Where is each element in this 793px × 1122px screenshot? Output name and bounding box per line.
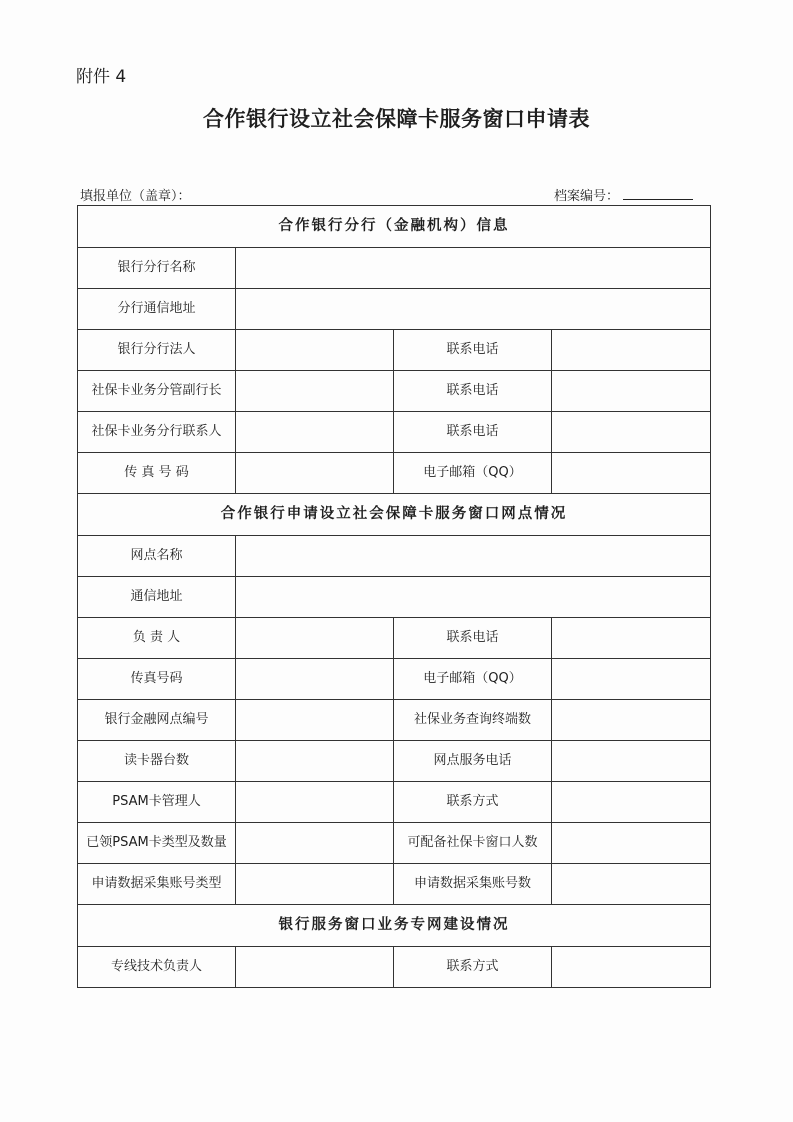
- tech-lead-label: 专线技术负责人: [78, 947, 236, 988]
- branch-name-field[interactable]: [236, 248, 711, 289]
- branch-contact-label: 社保卡业务分行联系人: [78, 412, 236, 453]
- account-count-field[interactable]: [552, 864, 711, 905]
- file-number-label: 档案编号：: [554, 189, 620, 204]
- outlet-phone-field[interactable]: [552, 618, 711, 659]
- branch-contact-phone-field[interactable]: [552, 412, 711, 453]
- outlet-phone-label: 联系电话: [394, 618, 552, 659]
- fax-label: 传 真 号 码: [78, 453, 236, 494]
- window-staff-field[interactable]: [552, 823, 711, 864]
- query-terminals-field[interactable]: [552, 700, 711, 741]
- window-staff-label: 可配备社保卡窗口人数: [394, 823, 552, 864]
- psam-contact-label: 联系方式: [394, 782, 552, 823]
- outlet-service-phone-field[interactable]: [552, 741, 711, 782]
- outlet-email-field[interactable]: [552, 659, 711, 700]
- application-form-table: [77, 205, 711, 988]
- card-readers-field[interactable]: [236, 741, 394, 782]
- account-type-field[interactable]: [236, 864, 394, 905]
- section-outlet-info-title: 合作银行申请设立社会保障卡服务窗口网点情况: [78, 494, 711, 536]
- branch-address-label: 分行通信地址: [78, 289, 236, 330]
- fax-field[interactable]: [236, 453, 394, 494]
- section-bank-info-title: 合作银行分行（金融机构）信息: [78, 206, 711, 248]
- filling-unit-label: 填报单位（盖章）：: [80, 189, 191, 204]
- branch-contact-phone-label: 联系电话: [394, 412, 552, 453]
- outlet-email-label: 电子邮箱（QQ）: [394, 659, 552, 700]
- outlet-service-phone-label: 网点服务电话: [394, 741, 552, 782]
- branch-address-field[interactable]: [236, 289, 711, 330]
- outlet-name-label: 网点名称: [78, 536, 236, 577]
- outlet-code-field[interactable]: [236, 700, 394, 741]
- form-title: 合作银行设立社会保障卡服务窗口申请表: [203, 106, 590, 131]
- psam-types-label: 已领PSAM卡类型及数量: [78, 823, 236, 864]
- tech-contact-field[interactable]: [552, 947, 711, 988]
- tech-contact-label: 联系方式: [394, 947, 552, 988]
- legal-person-label: 银行分行法人: [78, 330, 236, 371]
- psam-contact-field[interactable]: [552, 782, 711, 823]
- outlet-code-label: 银行金融网点编号: [78, 700, 236, 741]
- file-number-field[interactable]: [623, 187, 693, 200]
- psam-types-field[interactable]: [236, 823, 394, 864]
- outlet-fax-field[interactable]: [236, 659, 394, 700]
- account-count-label: 申请数据采集账号数: [394, 864, 552, 905]
- psam-manager-label: PSAM卡管理人: [78, 782, 236, 823]
- legal-person-phone-label: 联系电话: [394, 330, 552, 371]
- legal-person-phone-field[interactable]: [552, 330, 711, 371]
- email-label: 电子邮箱（QQ）: [394, 453, 552, 494]
- card-readers-label: 读卡器台数: [78, 741, 236, 782]
- section-network-info-title: 银行服务窗口业务专网建设情况: [78, 905, 711, 947]
- psam-manager-field[interactable]: [236, 782, 394, 823]
- person-in-charge-label: 负 责 人: [78, 618, 236, 659]
- file-number: [554, 185, 693, 204]
- branch-name-label: 银行分行名称: [78, 248, 236, 289]
- tech-lead-field[interactable]: [236, 947, 394, 988]
- vp-phone-label: 联系电话: [394, 371, 552, 412]
- email-field[interactable]: [552, 453, 711, 494]
- legal-person-field[interactable]: [236, 330, 394, 371]
- vp-phone-field[interactable]: [552, 371, 711, 412]
- account-type-label: 申请数据采集账号类型: [78, 864, 236, 905]
- outlet-address-label: 通信地址: [78, 577, 236, 618]
- branch-contact-field[interactable]: [236, 412, 394, 453]
- attachment-label: 附件 4: [76, 67, 127, 87]
- vp-in-charge-field[interactable]: [236, 371, 394, 412]
- query-terminals-label: 社保业务查询终端数: [394, 700, 552, 741]
- vp-in-charge-label: 社保卡业务分管副行长: [78, 371, 236, 412]
- person-in-charge-field[interactable]: [236, 618, 394, 659]
- outlet-fax-label: 传真号码: [78, 659, 236, 700]
- outlet-name-field[interactable]: [236, 536, 711, 577]
- outlet-address-field[interactable]: [236, 577, 711, 618]
